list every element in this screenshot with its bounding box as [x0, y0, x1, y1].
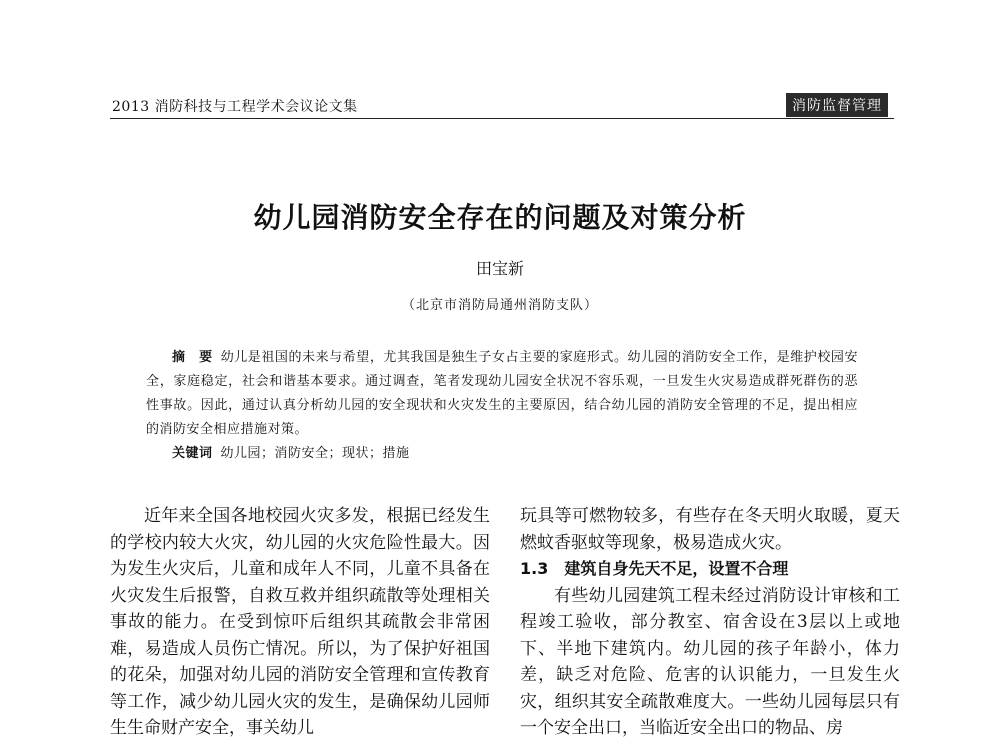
body-paragraph: 有些幼儿园建筑工程未经过消防设计审核和工程竣工验收，部分教室、宿舍设在3层以上或地下、半地下建筑内。幼儿园的孩子年龄小，体力差，缺乏对危险、危害的认识能力，一旦发生火灾，组织其安全疏散难度大。一些幼儿园每层只有一个安全出口，当临近安全出口的物品、房: [520, 585, 900, 738]
abstract-block: [146, 346, 858, 466]
keywords-label: 关键词: [172, 446, 213, 461]
abstract-label: 摘 要: [172, 350, 213, 365]
author-name: 田宝新: [475, 259, 524, 278]
body-paragraph: 近年来全国各地校园火灾多发，根据已经发生的学校内较大火灾，幼儿园的火灾危险性最大。因为发生火灾后，儿童和成年人不同，儿童不具备在火灾发生后报警，自救互救并组织疏散等处理相关事故的能力。在受到惊吓后组织其疏散会非常困难，易造成人员伤亡情况。所以，为了保护好祖国的花朵，加强对幼儿园的消防安全管理和宣传教育等工作，减少幼儿园火灾的发生，是确保幼儿园师生生命财产安全，事关幼儿: [110, 506, 490, 738]
body-column-right: [520, 503, 900, 742]
body-column-left: [110, 503, 490, 742]
keywords-line: [146, 442, 858, 466]
section-heading: 1.3 建筑自身先天不足，设置不合理: [520, 559, 789, 578]
header-rule: [110, 118, 894, 119]
body-paragraph-continued: 玩具等可燃物较多，有些存在冬天明火取暖，夏天燃蚊香驱蚊等现象，极易造成火灾。: [520, 506, 900, 553]
keywords-text: 幼儿园；消防安全；现状；措施: [220, 446, 410, 461]
author-affiliation: （北京市消防局通州消防支队）: [401, 298, 598, 313]
running-header: 2013 消防科技与工程学术会议论文集: [112, 99, 358, 115]
article-title: 幼儿园消防安全存在的问题及对策分析: [253, 201, 747, 234]
abstract-text: 幼儿是祖国的未来与希望，尤其我国是独生子女占主要的家庭形式。幼儿园的消防安全工作，是维护校园安全，家庭稳定，社会和谐基本要求。通过调查，笔者发现幼儿园安全状况不容乐观，一旦发生火灾易造成群死群伤的恶性事故。因此，通过认真分析幼儿园的安全现状和火灾发生的主要原因，结合幼儿园的消防安全管理的不足，提出相应的消防安全相应措施对策。: [146, 350, 858, 437]
abstract-paragraph: [146, 346, 858, 442]
section-tag: 消防监督管理: [786, 93, 888, 117]
